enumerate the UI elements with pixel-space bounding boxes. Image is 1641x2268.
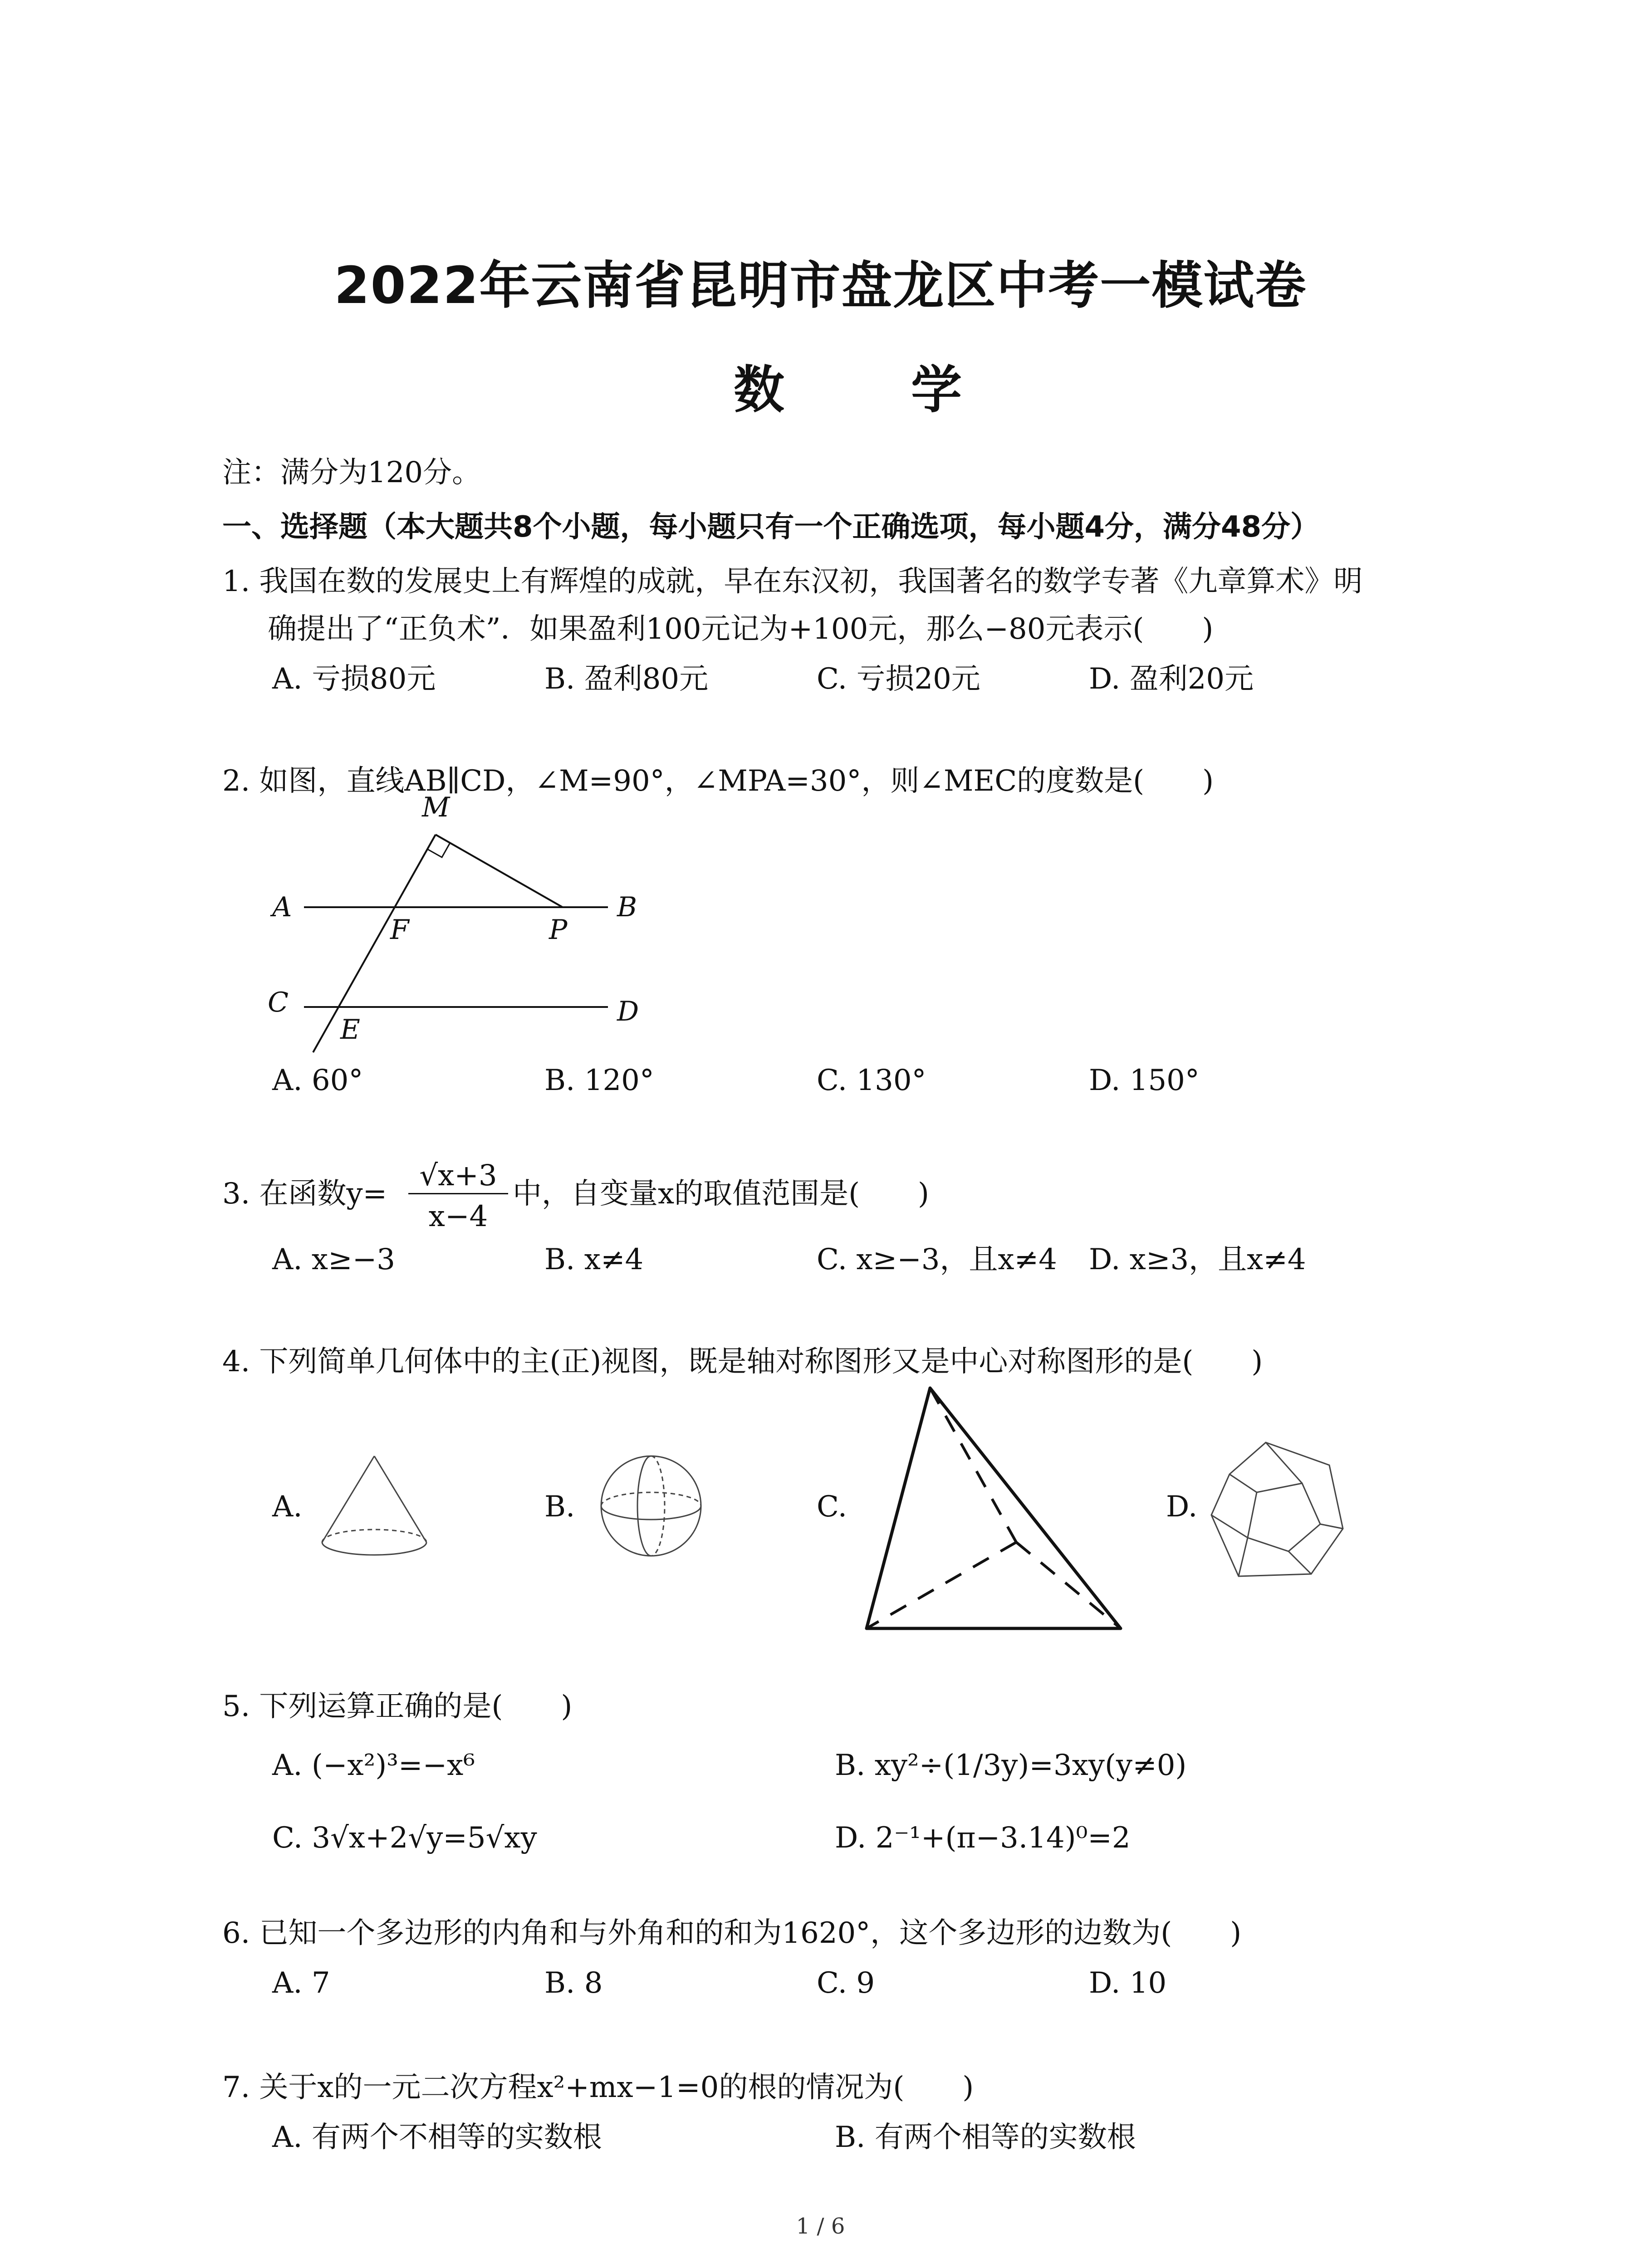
q5-option-a: A. (−x²)³=−x⁶ — [272, 1749, 475, 1782]
section-heading: 一、选择题（本大题共8个小题，每小题只有一个正确选项，每小题4分，满分48分） — [222, 510, 1320, 544]
label-m: M — [422, 792, 450, 823]
q2-figure — [254, 792, 662, 1052]
q2-option-c: C. 130° — [817, 1064, 926, 1097]
label-a: A — [272, 891, 292, 923]
q7-text: 7. 关于x的一元二次方程x²+mx−1=0的根的情况为( ) — [222, 2071, 974, 2104]
q4-option-b-letter: B. — [544, 1490, 575, 1524]
exam-title: 2022年云南省昆明市盘龙区中考一模试卷 — [334, 256, 1307, 315]
q3-numerator: √x+3 — [408, 1161, 508, 1194]
q3-prefix: 3. 在函数y= — [222, 1177, 387, 1211]
tetrahedron-figure — [862, 1379, 1134, 1642]
q3-option-d: D. x≥3，且x≠4 — [1089, 1243, 1306, 1276]
q1-option-a: A. 亏损80元 — [272, 662, 436, 696]
q1-option-c: C. 亏损20元 — [817, 662, 980, 696]
q3-option-c: C. x≥−3，且x≠4 — [817, 1243, 1057, 1276]
q3-option-b: B. x≠4 — [544, 1243, 644, 1276]
q7-option-a: A. 有两个不相等的实数根 — [272, 2121, 602, 2154]
q4-option-d-letter: D. — [1166, 1490, 1198, 1524]
polyhedron-figure — [1207, 1438, 1352, 1583]
cone-figure — [318, 1452, 431, 1569]
label-c: C — [268, 987, 289, 1018]
q2-option-a: A. 60° — [272, 1064, 363, 1097]
q5-option-d: D. 2⁻¹+(π−3.14)⁰=2 — [835, 1821, 1131, 1855]
q6-text: 6. 已知一个多边形的内角和与外角和的和为1620°，这个多边形的边数为( ) — [222, 1916, 1242, 1950]
q4-text: 4. 下列简单几何体中的主(正)视图，既是轴对称图形又是中心对称图形的是( ) — [222, 1345, 1263, 1378]
page-number: 1 / 6 — [796, 2214, 845, 2239]
q1-line1: 1. 我国在数的发展史上有辉煌的成就，早在东汉初，我国著名的数学专著《九章算术》明 — [222, 565, 1363, 598]
q6-option-d: D. 10 — [1089, 1966, 1167, 2000]
q6-option-c: C. 9 — [817, 1966, 875, 2000]
q5-option-b: B. xy²÷(1/3y)=3xy(y≠0) — [835, 1749, 1187, 1782]
q6-option-b: B. 8 — [544, 1966, 603, 2000]
q3-option-a: A. x≥−3 — [272, 1243, 395, 1276]
label-p: P — [549, 914, 568, 946]
label-d: D — [617, 996, 639, 1027]
q4-option-a-letter: A. — [272, 1490, 303, 1524]
q4-option-c-letter: C. — [817, 1490, 847, 1524]
q7-option-b: B. 有两个相等的实数根 — [835, 2121, 1136, 2154]
q2-option-d: D. 150° — [1089, 1064, 1200, 1097]
line-mp — [436, 835, 563, 907]
q1-line2: 确提出了“正负术”．如果盈利100元记为+100元，那么−80元表示( ) — [268, 612, 1214, 646]
q3-denominator: x−4 — [428, 1200, 488, 1233]
score-note: 注：满分为120分。 — [222, 456, 481, 489]
label-e: E — [340, 1014, 360, 1046]
q3-suffix: 中，自变量x的取值范围是( ) — [513, 1177, 930, 1211]
sphere-figure — [597, 1452, 705, 1560]
label-f: F — [390, 914, 409, 946]
subject-title: 数 学 — [734, 361, 1016, 420]
q6-option-a: A. 7 — [272, 1966, 330, 2000]
q1-option-d: D. 盈利20元 — [1089, 662, 1254, 696]
q2-option-b: B. 120° — [544, 1064, 654, 1097]
label-b: B — [617, 891, 637, 923]
q2-text: 2. 如图，直线AB∥CD，∠M=90°，∠MPA=30°，则∠MEC的度数是( ) — [222, 764, 1214, 798]
q1-option-b: B. 盈利80元 — [544, 662, 709, 696]
right-angle-mark — [427, 843, 450, 857]
q5-text: 5. 下列运算正确的是( ) — [222, 1690, 573, 1723]
q5-option-c: C. 3√x+2√y=5√xy — [272, 1821, 537, 1855]
line-me — [313, 835, 436, 1052]
